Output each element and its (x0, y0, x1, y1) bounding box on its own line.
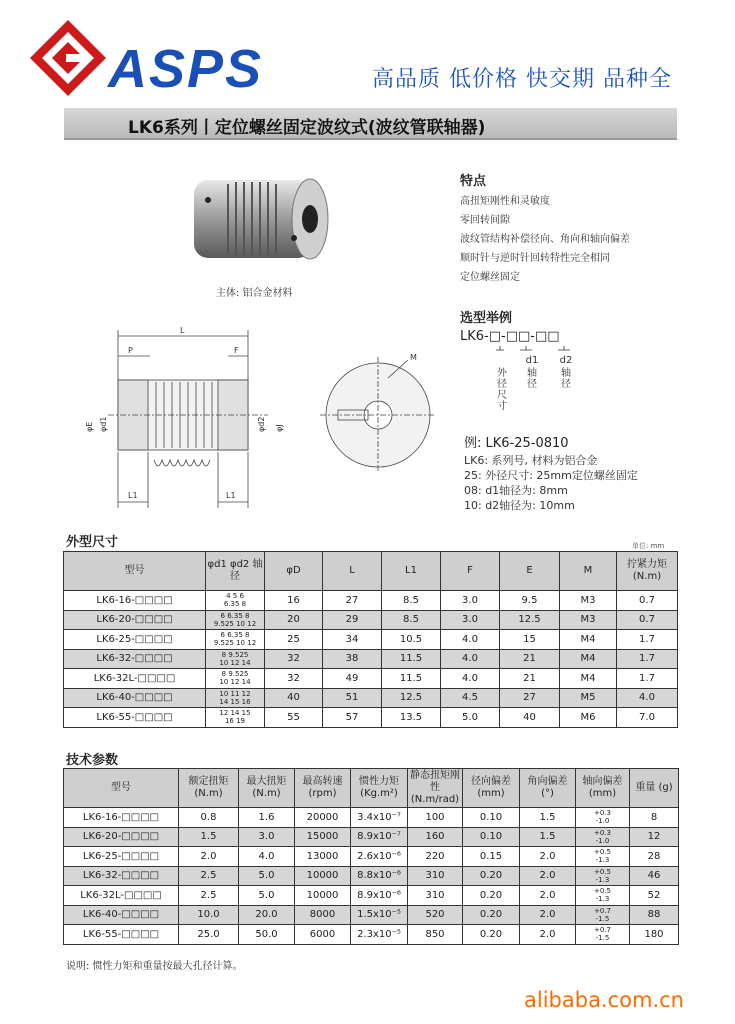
brand-name: ASPS (108, 39, 264, 99)
col-header: 最高转速 (rpm) (295, 769, 351, 808)
table-cell: 10.0 (179, 905, 239, 925)
slogan: 高品质 低价格 快交期 品种全 (372, 67, 672, 92)
axial-cell: +0.5 -1.3 (576, 886, 630, 906)
table-cell: 0.7 (617, 610, 678, 630)
col-header: 轴向偏差 (mm) (576, 769, 630, 808)
table-cell: LK6-32L-□□□□ (64, 886, 179, 906)
col-header: 角向偏差 (°) (520, 769, 576, 808)
table-cell: 10000 (295, 866, 351, 886)
bore-cell: 6 6.35 8 9.525 10 12 (206, 630, 265, 650)
outer-diameter-label: 外径尺寸 (497, 368, 507, 412)
table-cell: 10000 (295, 886, 351, 906)
table-cell: 51 (323, 688, 382, 708)
col-header: φd1 φd2 轴径 (206, 552, 265, 591)
features-title: 特点 (460, 174, 487, 189)
unit-label: 单位: mm (632, 542, 665, 550)
table-cell: 0.15 (463, 847, 520, 867)
selection-title: 选型举例 (460, 311, 513, 326)
col-header: 型号 (64, 552, 206, 591)
table-cell: 3.4x10⁻⁷ (351, 808, 408, 828)
table-cell: 8.8x10⁻⁶ (351, 866, 408, 886)
col-header: L1 (382, 552, 441, 591)
table-cell: 27 (323, 591, 382, 611)
table-cell: 1.7 (617, 649, 678, 669)
table-cell: 2.5 (179, 886, 239, 906)
table-cell: 16 (265, 591, 323, 611)
table-cell: M4 (560, 630, 617, 650)
table-cell: 25.0 (179, 925, 239, 945)
table-cell: 5.0 (239, 866, 295, 886)
watermark: alibaba.com.cn (524, 988, 684, 1012)
example-line: LK6: 系列号, 材料为铝合金 (464, 454, 598, 467)
table-cell: 8.5 (382, 610, 441, 630)
table-cell: 2.3x10⁻⁵ (351, 925, 408, 945)
table-cell: LK6-20-□□□□ (64, 827, 179, 847)
table-cell: 2.0 (520, 925, 576, 945)
table-cell: M5 (560, 688, 617, 708)
table-cell: M3 (560, 610, 617, 630)
table-cell: 4.0 (239, 847, 295, 867)
list-item: 定位螺丝固定 (460, 272, 520, 283)
dim-F-label: F (234, 346, 239, 355)
table-cell: 34 (323, 630, 382, 650)
table-cell: 220 (408, 847, 463, 867)
dimensions-title: 外型尺寸 (66, 535, 119, 550)
table-cell: 49 (323, 669, 382, 689)
table-cell: LK6-16-□□□□ (64, 808, 179, 828)
table-cell: 1.5 (520, 827, 576, 847)
table-cell: LK6-40-□□□□ (64, 905, 179, 925)
table-cell: 32 (265, 649, 323, 669)
table-cell: 25 (265, 630, 323, 650)
table-cell: M4 (560, 669, 617, 689)
table-cell: 5.0 (441, 708, 500, 728)
footnote: 说明: 惯性力矩和重量按最大孔径计算。 (66, 961, 243, 972)
table-cell: 10.5 (382, 630, 441, 650)
table-cell: 40 (265, 688, 323, 708)
table-cell: LK6-32-□□□□ (64, 649, 206, 669)
title-bar (64, 108, 677, 140)
table-cell: 21 (500, 649, 560, 669)
table-cell: 4.0 (441, 630, 500, 650)
table-cell: 38 (323, 649, 382, 669)
table-cell: 0.10 (463, 827, 520, 847)
col-header: 额定扭矩 (N.m) (179, 769, 239, 808)
table-cell: 2.0 (520, 847, 576, 867)
selection-code: LK6-□-□□-□□ (460, 329, 560, 344)
table-cell: 12 (630, 827, 679, 847)
brand-logo-icon (28, 18, 108, 98)
table-cell: 5.0 (239, 886, 295, 906)
list-item: 零回转间隙 (460, 215, 510, 226)
col-header: L (323, 552, 382, 591)
col-header: 静态扭矩刚性 (N.m/rad) (408, 769, 463, 808)
table-cell: LK6-25-□□□□ (64, 847, 179, 867)
table-cell: 2.0 (520, 886, 576, 906)
table-cell: 55 (265, 708, 323, 728)
table-cell: 9.5 (500, 591, 560, 611)
bore-cell: 12 14 15 16 19 (206, 708, 265, 728)
table-cell: 40 (500, 708, 560, 728)
features-list (460, 192, 630, 287)
col-header: F (441, 552, 500, 591)
table-cell: 7.0 (617, 708, 678, 728)
technical-drawing (85, 320, 438, 515)
table-cell: LK6-20-□□□□ (64, 610, 206, 630)
table-cell: 100 (408, 808, 463, 828)
axial-cell: +0.5 -1.3 (576, 847, 630, 867)
col-header: 最大扭矩 (N.m) (239, 769, 295, 808)
table-cell: 0.20 (463, 886, 520, 906)
list-item: 顺时针与逆时针回转特性完全相同 (460, 253, 610, 264)
col-header: 径向偏差 (mm) (463, 769, 520, 808)
table-cell: 850 (408, 925, 463, 945)
table-cell: 2.6x10⁻⁶ (351, 847, 408, 867)
specs-table (63, 768, 679, 945)
table-cell: 2.0 (520, 866, 576, 886)
table-cell: 57 (323, 708, 382, 728)
table-cell: 6000 (295, 925, 351, 945)
table-cell: LK6-32-□□□□ (64, 866, 179, 886)
table-cell: 20.0 (239, 905, 295, 925)
table-cell: 0.8 (179, 808, 239, 828)
table-cell: 0.20 (463, 905, 520, 925)
col-header: φD (265, 552, 323, 591)
dim-phiE-label: φE (85, 421, 94, 432)
table-cell: 11.5 (382, 669, 441, 689)
table-cell: 11.5 (382, 649, 441, 669)
table-cell: 8.9x10⁻⁶ (351, 886, 408, 906)
table-cell: 0.20 (463, 925, 520, 945)
table-cell: LK6-25-□□□□ (64, 630, 206, 650)
table-cell: 8.5 (382, 591, 441, 611)
table-cell: 2.5 (179, 866, 239, 886)
table-cell: LK6-40-□□□□ (64, 688, 206, 708)
table-cell: 27 (500, 688, 560, 708)
d1-label: d1 (525, 355, 539, 366)
table-cell: 15 (500, 630, 560, 650)
axial-cell: +0.3 -1.0 (576, 827, 630, 847)
table-cell: 32 (265, 669, 323, 689)
dim-P-label: P (128, 346, 133, 355)
axial-cell: +0.7 -1.5 (576, 905, 630, 925)
table-cell: LK6-55-□□□□ (64, 925, 179, 945)
axial-cell: +0.3 -1.0 (576, 808, 630, 828)
table-cell: 1.5 (520, 808, 576, 828)
dim-L-label: L (180, 326, 185, 335)
dim-phid2-label: φd2 (257, 416, 266, 432)
dim-M-label: M (410, 353, 417, 362)
table-cell: 1.6 (239, 808, 295, 828)
table-cell: 0.7 (617, 591, 678, 611)
example-line: 08: d1轴径为: 8mm (464, 484, 568, 497)
table-cell: 4.0 (441, 649, 500, 669)
table-cell: M4 (560, 649, 617, 669)
table-cell: M3 (560, 591, 617, 611)
table-cell: M6 (560, 708, 617, 728)
col-header: E (500, 552, 560, 591)
table-cell: 180 (630, 925, 679, 945)
table-cell: 21 (500, 669, 560, 689)
table-cell: 520 (408, 905, 463, 925)
table-cell: 88 (630, 905, 679, 925)
d2-label: d2 (559, 355, 573, 366)
table-cell: 29 (323, 610, 382, 630)
d2-bore-label: 轴径 (561, 368, 571, 390)
table-cell: LK6-16-□□□□ (64, 591, 206, 611)
bore-cell: 8 9.525 10 12 14 (206, 649, 265, 669)
table-cell: LK6-55-□□□□ (64, 708, 206, 728)
table-cell: 4.5 (441, 688, 500, 708)
table-cell: 52 (630, 886, 679, 906)
table-cell: 50.0 (239, 925, 295, 945)
table-cell: 3.0 (239, 827, 295, 847)
dim-phid1-label: φd1 (99, 416, 108, 432)
axial-cell: +0.7 -1.5 (576, 925, 630, 945)
table-cell: 12.5 (382, 688, 441, 708)
table-cell: 160 (408, 827, 463, 847)
table-cell: 0.10 (463, 808, 520, 828)
list-item: 高扭矩刚性和灵敏度 (460, 196, 550, 207)
table-cell: 8.9x10⁻⁷ (351, 827, 408, 847)
page-title: LK6系列丨定位螺丝固定波纹式(波纹管联轴器) (128, 118, 486, 138)
bore-cell: 4 5 6 6.35 8 (206, 591, 265, 611)
table-cell: 15000 (295, 827, 351, 847)
table-cell: 2.0 (179, 847, 239, 867)
bore-cell: 10 11 12 14 15 16 (206, 688, 265, 708)
table-cell: 20000 (295, 808, 351, 828)
dim-L1-right-label: L1 (226, 491, 236, 500)
col-header: M (560, 552, 617, 591)
table-cell: 28 (630, 847, 679, 867)
material-label: 主体: 铝合金材料 (216, 288, 293, 299)
table-cell: 310 (408, 866, 463, 886)
table-cell: 0.20 (463, 866, 520, 886)
d1-bore-label: 轴径 (527, 368, 537, 390)
list-item: 波纹管结构补偿径向、角向和轴向偏差 (460, 234, 630, 245)
example-line: 25: 外径尺寸: 25mm定位螺丝固定 (464, 469, 638, 482)
col-header: 拧紧力矩 (N.m) (617, 552, 678, 591)
col-header: 惯性力矩 (Kg.m²) (351, 769, 408, 808)
specs-title: 技术参数 (66, 753, 119, 768)
table-cell: LK6-32L-□□□□ (64, 669, 206, 689)
table-cell: 2.0 (520, 905, 576, 925)
table-cell: 1.7 (617, 669, 678, 689)
axial-cell: +0.5 -1.3 (576, 866, 630, 886)
example-title: 例: LK6-25-0810 (464, 436, 569, 451)
table-cell: 20 (265, 610, 323, 630)
dimensions-table (63, 551, 678, 728)
dim-phiJ-label: φJ (275, 424, 284, 432)
table-cell: 3.0 (441, 591, 500, 611)
bore-cell: 8 9.525 10 12 14 (206, 669, 265, 689)
col-header: 型号 (64, 769, 179, 808)
coupling-photo (186, 160, 334, 278)
table-cell: 1.7 (617, 630, 678, 650)
table-cell: 1.5x10⁻⁵ (351, 905, 408, 925)
table-cell: 8000 (295, 905, 351, 925)
table-cell: 3.0 (441, 610, 500, 630)
dim-L1-left-label: L1 (128, 491, 138, 500)
example-line: 10: d2轴径为: 10mm (464, 499, 575, 512)
table-cell: 4.0 (441, 669, 500, 689)
table-cell: 1.5 (179, 827, 239, 847)
col-header: 重量 (g) (630, 769, 679, 808)
table-cell: 13.5 (382, 708, 441, 728)
table-cell: 8 (630, 808, 679, 828)
table-cell: 12.5 (500, 610, 560, 630)
table-cell: 46 (630, 866, 679, 886)
table-cell: 310 (408, 886, 463, 906)
table-cell: 13000 (295, 847, 351, 867)
bore-cell: 6 6.35 8 9.525 10 12 (206, 610, 265, 630)
table-cell: 4.0 (617, 688, 678, 708)
